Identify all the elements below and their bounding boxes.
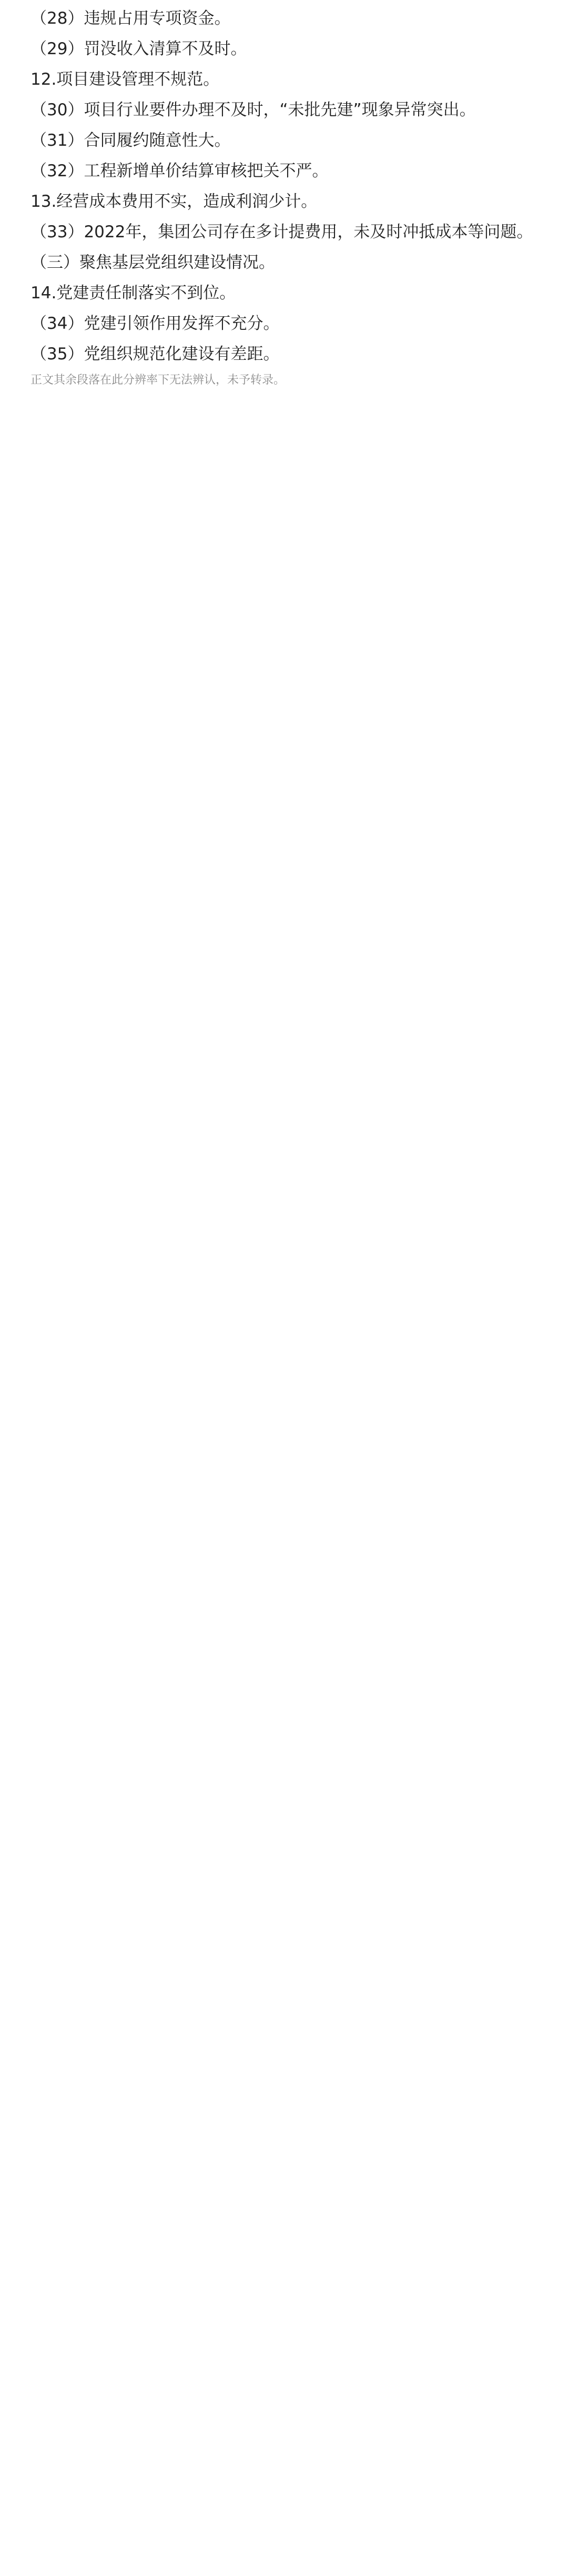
fragment-item-32: （32）工程新增单价结算审核把关不严。: [31, 162, 329, 180]
fragment-item-29: （29）罚没收入清算不及时。: [31, 39, 247, 58]
section-heading-12: 12.项目建设管理不规范。: [31, 70, 220, 89]
fragment-item-33: （33）2022年，集团公司存在多计提费用，未及时冲抵成本等问题。: [31, 223, 533, 242]
section-heading-14: 14.党建责任制落实不到位。: [31, 284, 236, 303]
illegible-note: 正文其余段落在此分辨率下无法辨认，未予转录。: [31, 374, 286, 387]
fragment-item-28: （28）违规占用专项资金。: [31, 9, 231, 28]
fragment-item-34: （34）党建引领作用发挥不充分。: [31, 314, 280, 333]
document-page: [0, 0, 568, 416]
section-heading-13: 13.经营成本费用不实，造成利润少计。: [31, 192, 318, 211]
fragment-item-31: （31）合同履约随意性大。: [31, 131, 231, 150]
part-heading-3: （三）聚焦基层党组织建设情况。: [31, 253, 275, 272]
fragment-item-30: （30）项目行业要件办理不及时，“未批先建”现象异常突出。: [31, 100, 476, 119]
fragment-item-35: （35）党组织规范化建设有差距。: [31, 345, 280, 364]
